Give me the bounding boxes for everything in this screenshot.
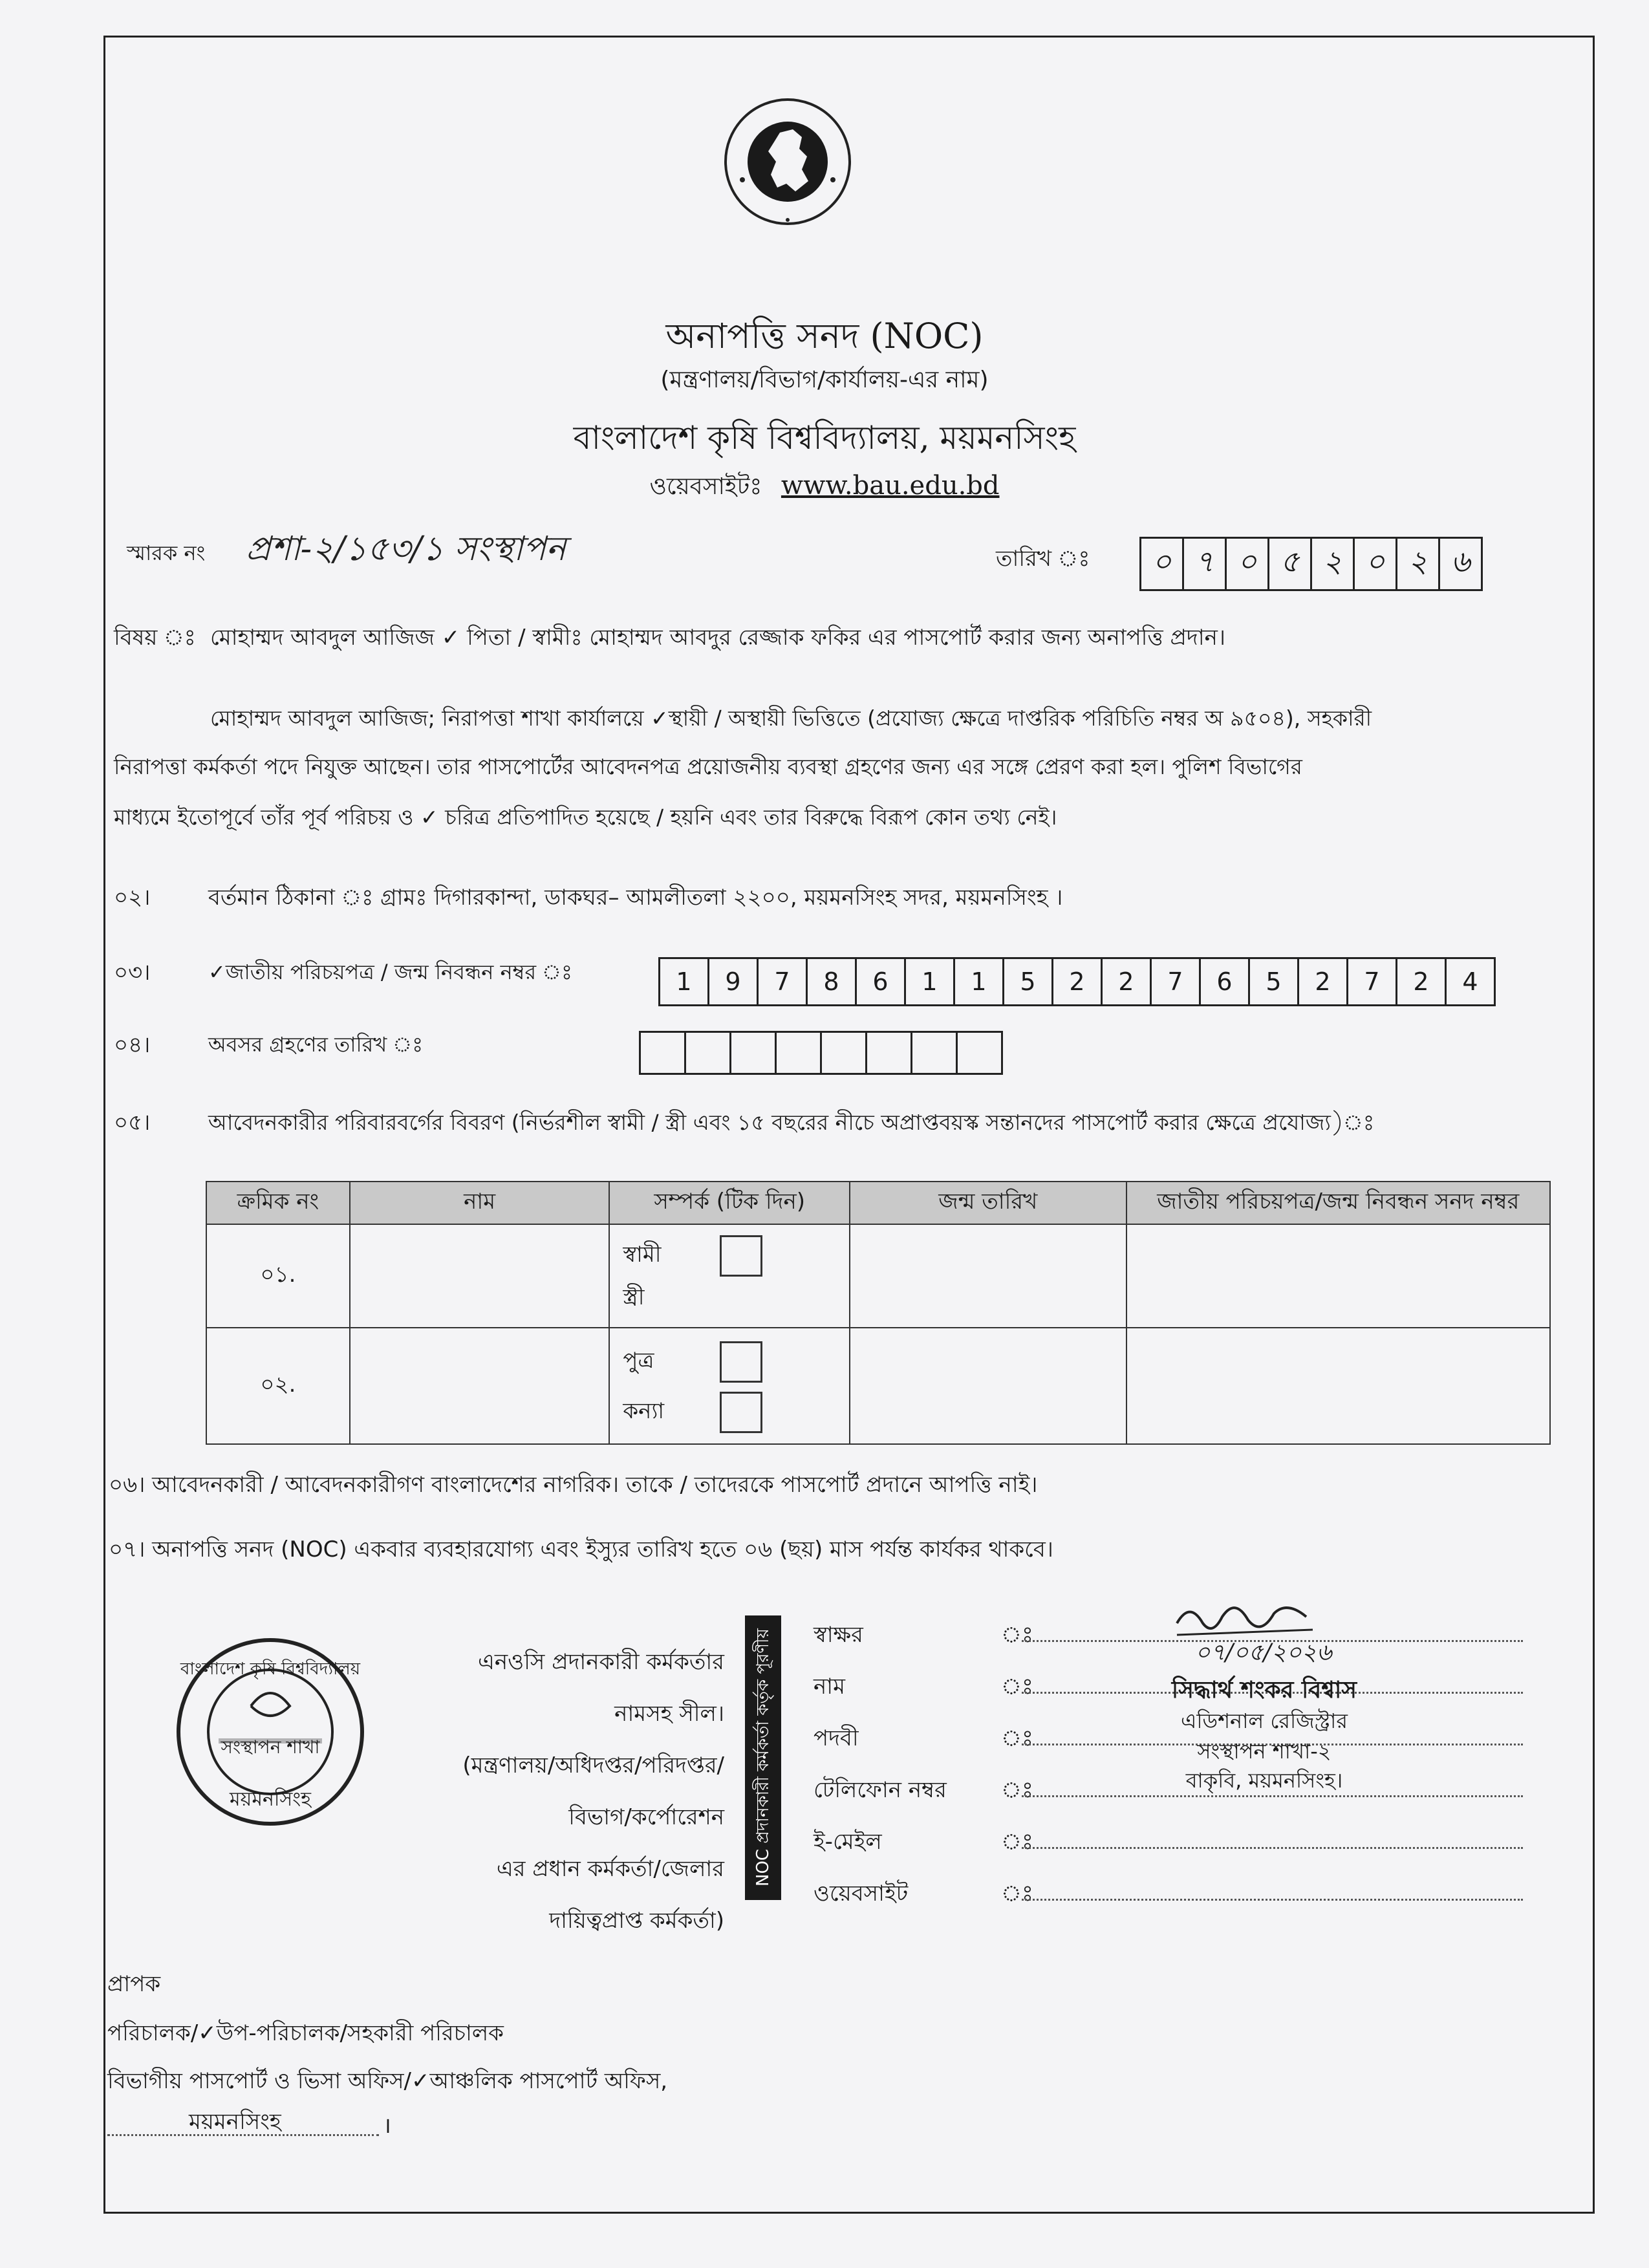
relation-label: কন্যা — [623, 1398, 665, 1424]
row-name-cell[interactable] — [350, 1224, 610, 1328]
field-colon: ঃ — [1001, 1829, 1033, 1855]
row-serial: ০২. — [206, 1328, 350, 1444]
nid-digit: 4 — [1445, 957, 1496, 1006]
row-birthdate-cell[interactable] — [850, 1328, 1126, 1444]
column-header-relation: সম্পর্ক (টিক দিন) — [609, 1182, 850, 1224]
body-line: নিরাপত্তা কর্মকর্তা পদে নিযুক্ত আছেন। তার পাসপোর্টের আবেদনপত্র প্রয়োজনীয় ব্যবস্থা গ্রহণের জন্য এর সঙ্গে প্রেরণ করা হল। পুলিশ বিভাগের — [114, 754, 1302, 779]
relation-option — [623, 1233, 848, 1276]
field-colon: ঃ — [1001, 1674, 1033, 1700]
recipient-city: ময়মনসিংহ — [189, 2109, 281, 2135]
subject-text: মোহাম্মদ আবদুল আজিজ ✓ পিতা / স্বামীঃ মোহাম্মদ আবদুর রেজ্জাক ফকির এর পাসপোর্ট করার জন্য অনাপত্তি প্রদান। — [210, 625, 1226, 651]
email-dotted-line — [1022, 1847, 1523, 1849]
relation-option — [623, 1335, 848, 1386]
nid-digit: 6 — [1199, 957, 1248, 1006]
body-line: মোহাম্মদ আবদুল আজিজ; নিরাপত্তা শাখা কার্যালয়ে ✓স্থায়ী / অস্থায়ী ভিত্তিতে (প্রযোজ্য ক্ষেত্রে দাপ্তরিক পরিচিতি নম্বর অ ৯৫০৪), সহকারী — [210, 706, 1372, 731]
retirement-digit — [820, 1031, 865, 1075]
retirement-digit — [684, 1031, 729, 1075]
date-digit: ০ — [1139, 537, 1182, 591]
issue-date-boxes — [1139, 537, 1483, 591]
signatory-branch: সংস্থাপন শাখা-২ — [1197, 1739, 1331, 1764]
date-digit: ০ — [1225, 537, 1267, 591]
relation-option — [623, 1276, 848, 1319]
retirement-digit — [639, 1031, 684, 1075]
vertical-instruction-bar: NOC প্রদানকারী কর্মকর্তা কর্তৃক পূরণীয় — [745, 1615, 781, 1900]
relation-option — [623, 1386, 848, 1436]
field-colon: ঃ — [1001, 1725, 1033, 1751]
nid-number-boxes — [658, 957, 1496, 1006]
nid-digit: 8 — [806, 957, 855, 1006]
relation-label: পুত্র — [623, 1348, 654, 1374]
issuer-line: দায়িত্বপ্রাপ্ত কর্মকর্তা) — [549, 1908, 724, 1934]
memo-number: প্রশা-২/১৫৩/১ সংস্থাপন — [246, 530, 566, 568]
date-digit: ২ — [1396, 537, 1438, 591]
nid-digit: 7 — [1150, 957, 1199, 1006]
retirement-digit — [729, 1031, 775, 1075]
column-header-serial: ক্রমিক নং — [206, 1182, 350, 1224]
document-subtitle: (মন্ত্রণালয়/বিভাগ/কার্যালয়-এর নাম) — [660, 367, 989, 393]
nid-digit: 2 — [1297, 957, 1346, 1006]
date-digit: ২ — [1310, 537, 1353, 591]
table-header-row — [206, 1182, 1550, 1224]
nid-digit: 7 — [757, 957, 806, 1006]
website-line — [0, 469, 1649, 508]
recipient-label: প্রাপক — [107, 1971, 161, 1997]
signature-field-labels — [814, 1609, 947, 1919]
nid-digit: 1 — [953, 957, 1002, 1006]
seal-ring-text: বাংলাদেশ কৃষি বিশ্ববিদ্যালয় — [180, 1659, 361, 1679]
subject-label: বিষয় ঃ — [114, 625, 196, 651]
item-07-statement: ০৭। অনাপত্তি সনদ (NOC) একবার ব্যবহারযোগ্য এবং ইস্যুর তারিখ হতে ০৬ (ছয়) মাস পর্যন্ত কার্যকর থাকবে। — [109, 1537, 1053, 1562]
retirement-digit — [911, 1031, 956, 1075]
website-link[interactable]: www.bau.edu.bd — [781, 471, 1000, 501]
government-emblem-icon — [723, 97, 852, 226]
seal-center-text: সংস্থাপন শাখা — [221, 1736, 320, 1758]
table-row — [206, 1224, 1550, 1328]
issuer-description — [414, 1636, 724, 1947]
issuer-line: এর প্রধান কর্মকর্তা/জেলার — [496, 1856, 724, 1882]
relation-checkbox[interactable] — [720, 1341, 762, 1383]
retirement-date-boxes — [639, 1031, 1003, 1075]
column-header-name: নাম — [350, 1182, 610, 1224]
signature-field-label: স্বাক্ষর — [814, 1622, 863, 1648]
date-digit: ৫ — [1267, 537, 1310, 591]
nid-digit: 7 — [1346, 957, 1396, 1006]
item-06-statement: ০৬। আবেদনকারী / আবেদনকারীগণ বাংলাদেশের নাগরিক। তাকে / তাদেরকে পাসপোর্ট প্রদানে আপত্তি নাই। — [109, 1472, 1038, 1498]
nid-label: ✓জাতীয় পরিচয়পত্র / জন্ম নিবন্ধন নম্বর ঃ — [208, 960, 573, 984]
item-05-number: ০৫। — [114, 1110, 151, 1136]
nid-digit: 1 — [658, 957, 707, 1006]
row-id-cell[interactable] — [1126, 1224, 1550, 1328]
organization-name: বাংলাদেশ কৃষি বিশ্ববিদ্যালয়, ময়মনসিংহ — [573, 419, 1076, 457]
seal-bottom-text: ময়মনসিংহ — [230, 1788, 311, 1811]
relation-label: স্ত্রী — [623, 1284, 645, 1310]
row-birthdate-cell[interactable] — [850, 1224, 1126, 1328]
item-04-number: ০৪। — [114, 1032, 151, 1058]
signature-date: ০৭/০৫/২০২৬ — [1195, 1639, 1332, 1666]
signature-field-label: নাম — [814, 1674, 846, 1700]
document-title: অনাপত্তি সনদ (NOC) — [665, 316, 984, 356]
recipient-line-1: পরিচালক/✓উপ-পরিচালক/সহকারী পরিচালক — [107, 2020, 504, 2046]
field-colon: ঃ — [1001, 1881, 1033, 1906]
nid-digit: 5 — [1248, 957, 1297, 1006]
recipient-end-mark: । — [383, 2113, 391, 2139]
row-serial: ০১. — [206, 1224, 350, 1328]
current-address: বর্তমান ঠিকানা ঃ গ্রামঃ দিগারকান্দা, ডাকঘর– আমলীতলা ২২০০, ময়মনসিংহ সদর, ময়মনসিংহ । — [208, 885, 1063, 911]
retirement-date-label: অবসর গ্রহণের তারিখ ঃ — [208, 1032, 424, 1057]
relation-checkbox[interactable] — [720, 1392, 762, 1433]
recipient-line-2: বিভাগীয় পাসপোর্ট ও ভিসা অফিস/✓আঞ্চলিক পাসপোর্ট অফিস, — [107, 2068, 668, 2094]
row-id-cell[interactable] — [1126, 1328, 1550, 1444]
retirement-digit — [775, 1031, 820, 1075]
website-dotted-line — [1022, 1899, 1523, 1901]
date-digit: ৭ — [1182, 537, 1225, 591]
date-label: তারিখ ঃ — [996, 546, 1090, 572]
retirement-digit — [956, 1031, 1003, 1075]
issuer-line: (মন্ত্রণালয়/অধিদপ্তর/পরিদপ্তর/ — [462, 1753, 724, 1778]
issuer-line: নামসহ সীল। — [614, 1701, 724, 1727]
nid-digit: 9 — [707, 957, 757, 1006]
issuer-line: বিভাগ/কর্পোরেশন — [568, 1804, 724, 1830]
nid-digit: 2 — [1051, 957, 1101, 1006]
signature-field-label: পদবী — [814, 1725, 859, 1751]
item-03-number: ০৩। — [114, 960, 151, 986]
date-digit: ০ — [1353, 537, 1396, 591]
item-02-number: ০২। — [114, 885, 151, 911]
issuer-line: এনওসি প্রদানকারী কর্মকর্তার — [478, 1649, 724, 1675]
table-row — [206, 1328, 1550, 1444]
website-label: ওয়েবসাইটঃ — [649, 473, 762, 500]
signature-field-label: ই-মেইল — [814, 1829, 882, 1855]
memo-label: স্মারক নং — [127, 541, 206, 565]
field-colon: ঃ — [1001, 1622, 1033, 1648]
column-header-birthdate: জন্ম তারিখ — [850, 1182, 1126, 1224]
relation-label: স্বামী — [623, 1242, 662, 1268]
signatory-name: সিদ্ধার্থ শংকর বিশ্বাস — [1171, 1677, 1357, 1703]
date-digit: ৬ — [1438, 537, 1483, 591]
column-header-id-number: জাতীয় পরিচয়পত্র/জন্ম নিবন্ধন সনদ নম্বর — [1126, 1182, 1550, 1224]
nid-digit: 5 — [1002, 957, 1051, 1006]
family-table — [206, 1181, 1551, 1445]
nid-digit: 2 — [1396, 957, 1445, 1006]
nid-digit: 2 — [1101, 957, 1150, 1006]
signature-field-label: টেলিফোন নম্বর — [814, 1777, 947, 1803]
nid-digit: 6 — [855, 957, 904, 1006]
family-details-heading: আবেদনকারীর পরিবারবর্গের বিবরণ (নির্ভরশীল স্বামী / স্ত্রী এবং ১৫ বছরের নীচে অপ্রাপ্তবয়স্ক সন্তানদের পাসপোর্ট করার ক্ষেত্রে প্রযোজ্য)ঃ — [208, 1110, 1375, 1135]
nid-digit: 1 — [904, 957, 953, 1006]
signatory-place: বাকৃবি, ময়মনসিংহ। — [1185, 1768, 1343, 1793]
retirement-digit — [865, 1031, 911, 1075]
field-colon: ঃ — [1001, 1777, 1033, 1803]
signatory-designation: এডিশনাল রেজিস্ট্রার — [1181, 1709, 1348, 1733]
signature-field-colons — [1001, 1609, 1033, 1919]
body-line: মাধ্যমে ইতোপূর্বে তাঁর পূর্ব পরিচয় ও ✓ চরিত্র প্রতিপাদিত হয়েছে / হয়নি এবং তার বিরুদ্ধে বিরূপ কোন তথ্য নেই। — [114, 805, 1057, 830]
signature-field-label: ওয়েবসাইট — [814, 1881, 909, 1906]
row-relation-cell — [609, 1328, 850, 1444]
row-name-cell[interactable] — [350, 1328, 610, 1444]
row-relation-cell — [609, 1224, 850, 1328]
relation-checkbox[interactable] — [720, 1235, 762, 1277]
